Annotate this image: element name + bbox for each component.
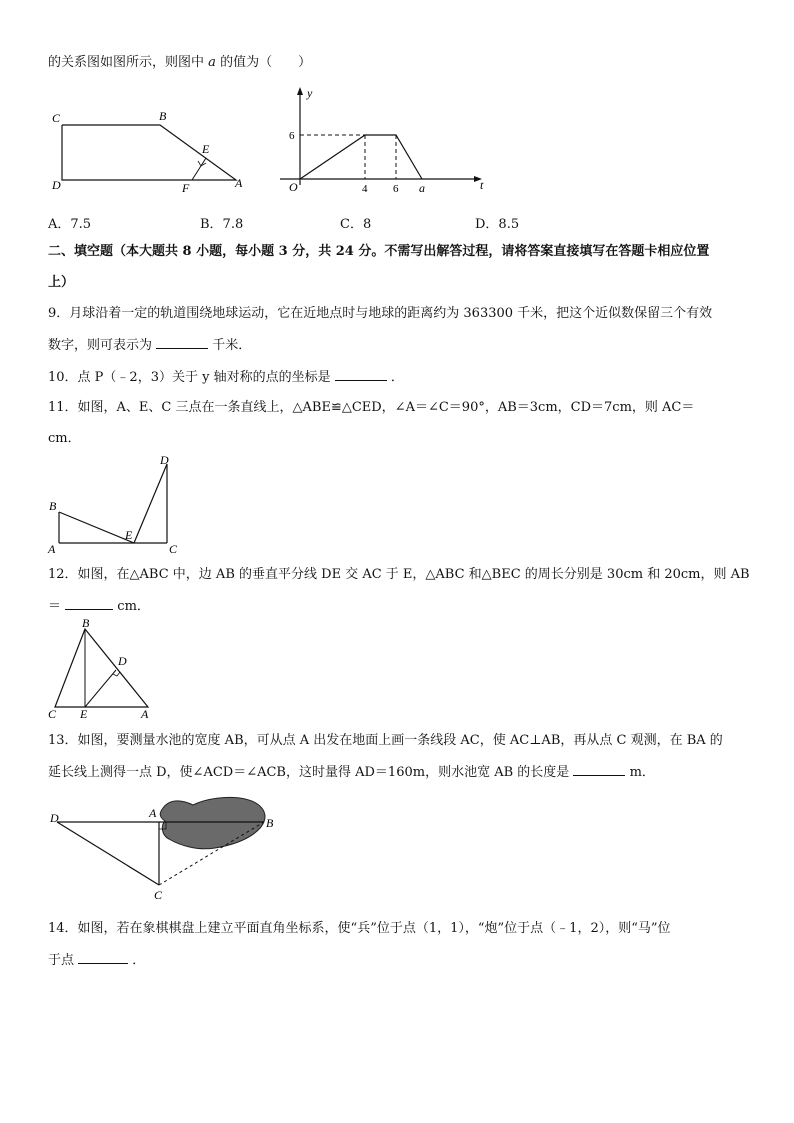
q11-line1: 11．如图，A、E、C 三点在一条直线上，△ABE≌△CED，∠A＝∠C＝90°，AB＝3cm，CD＝7cm，则 AC＝ — [48, 400, 695, 415]
q12-figure — [45, 615, 160, 723]
label-C: C — [154, 888, 163, 902]
q8-trapezoid-figure — [48, 105, 258, 200]
x-tick-6: 6 — [393, 183, 399, 195]
label-E: E — [125, 528, 133, 542]
axis-t-label: t — [480, 178, 484, 192]
label-D: D — [50, 811, 59, 825]
q8-option-b: B．7.8 — [200, 217, 244, 232]
label-D: D — [52, 178, 61, 192]
section-2-header-line2: 上） — [48, 275, 75, 290]
label-B: B — [49, 499, 57, 513]
q8-graph-figure — [280, 85, 490, 200]
label-D: D — [118, 654, 127, 668]
label-E: E — [202, 142, 210, 156]
label-A: A — [48, 542, 56, 556]
q8-stem: 的关系图如图所示，则图中 a 的值为（ ） — [48, 55, 312, 70]
q8-option-d: D．8.5 — [475, 217, 520, 232]
q11-figure — [45, 452, 185, 557]
label-B: B — [82, 616, 90, 630]
label-E: E — [80, 707, 88, 721]
y-tick-6: 6 — [289, 130, 295, 142]
q10-line: 10．点 P（﹣2，3）关于 y 轴对称的点的坐标是 ． — [48, 370, 404, 385]
label-F: F — [182, 181, 190, 195]
x-tick-a: a — [419, 181, 425, 195]
q9-line2: 数字，则可表示为 千米． — [48, 338, 252, 353]
q13-answer-blank[interactable] — [573, 763, 625, 776]
q13-figure — [45, 793, 285, 905]
q14-line2: 于点 ． — [48, 953, 146, 968]
label-B: B — [266, 816, 274, 830]
q14-line1: 14．如图，若在象棋棋盘上建立平面直角坐标系，使“兵”位于点（1，1），“炮”位于点（﹣1，2），则“马”位 — [48, 921, 671, 936]
q13-line2: 延长线上测得一点 D，使∠ACD＝∠ACB，这时量得 AD＝160m，则水池宽 AB 的长度是 m． — [48, 765, 655, 780]
q12-answer-blank[interactable] — [65, 597, 113, 610]
q12-line1: 12．如图，在△ABC 中，边 AB 的垂直平分线 DE 交 AC 于 E，△ABC 和△BEC 的周长分别是 30cm 和 20cm，则 AB — [48, 567, 750, 582]
label-A: A — [149, 806, 157, 820]
q9-answer-blank[interactable] — [156, 336, 208, 349]
label-C: C — [169, 542, 178, 556]
q14-answer-blank[interactable] — [78, 951, 128, 964]
q10-answer-blank[interactable] — [335, 368, 387, 381]
label-B: B — [159, 109, 167, 123]
q9-line1: 9．月球沿着一定的轨道围绕地球运动，它在近地点时与地球的距离约为 363300 千米，把这个近似数保留三个有效 — [48, 306, 713, 321]
section-2-header-line1: 二、填空题（本大题共 8 小题，每小题 3 分，共 24 分。不需写出解答过程，请将答案直接填写在答题卡相应位置 — [48, 244, 710, 259]
label-A: A — [235, 176, 243, 190]
origin-label: O — [289, 180, 298, 194]
x-tick-4: 4 — [362, 183, 368, 195]
q12-line2: ＝ cm． — [48, 599, 150, 614]
q8-option-c: C．8 — [340, 217, 372, 232]
axis-y-label: y — [307, 86, 313, 100]
q11-line2: cm． — [48, 431, 81, 446]
q8-option-a: A．7.5 — [48, 217, 92, 232]
label-C: C — [52, 111, 61, 125]
label-A: A — [141, 707, 149, 721]
label-C: C — [48, 707, 57, 721]
q13-line1: 13．如图，要测量水池的宽度 AB，可从点 A 出发在地面上画一条线段 AC，使 AC⊥AB，再从点 C 观测，在 BA 的 — [48, 733, 723, 748]
label-D: D — [160, 453, 169, 467]
